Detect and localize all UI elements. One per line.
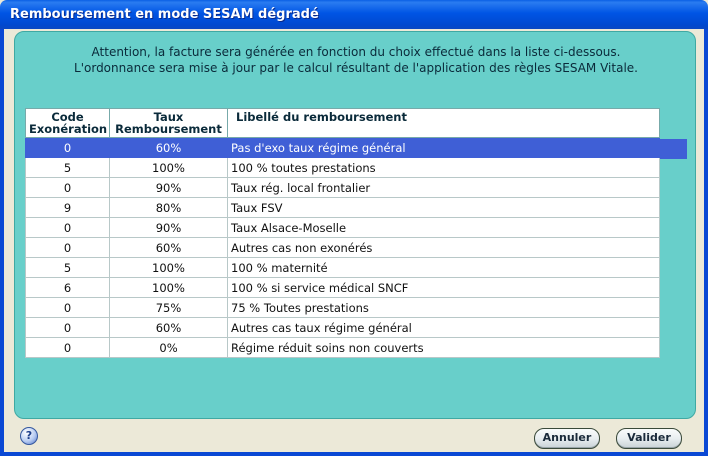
column-header-code[interactable]: [26, 109, 110, 138]
cell-code: 5: [26, 158, 110, 178]
cell-taux: 100%: [110, 158, 228, 178]
table-row[interactable]: [26, 298, 660, 318]
window-frame-bottom: [0, 452, 708, 456]
table-row[interactable]: [26, 218, 660, 238]
header-line: Remboursement: [115, 122, 222, 136]
table-row[interactable]: [26, 338, 660, 358]
column-header-libelle[interactable]: Libellé du remboursement: [228, 109, 660, 138]
window-title: Remboursement en mode SESAM dégradé: [10, 7, 319, 22]
cell-libelle: Autres cas non exonérés: [228, 238, 660, 258]
cell-taux: 90%: [110, 178, 228, 198]
cell-libelle: Taux FSV: [228, 198, 660, 218]
cell-libelle: Taux rég. local frontalier: [228, 178, 660, 198]
cell-libelle: 100 % si service médical SNCF: [228, 278, 660, 298]
title-bar[interactable]: [0, 0, 708, 29]
table-header-row: [26, 109, 660, 138]
cell-taux: 80%: [110, 198, 228, 218]
selected-row-highlight: [659, 139, 687, 159]
cell-taux: 100%: [110, 258, 228, 278]
cell-libelle: Pas d'exo taux régime général: [228, 138, 660, 158]
intro-text: [31, 44, 681, 76]
cell-code: 0: [26, 318, 110, 338]
table-row[interactable]: [26, 138, 660, 158]
cell-code: 0: [26, 298, 110, 318]
table-row[interactable]: [26, 158, 660, 178]
cell-taux: 75%: [110, 298, 228, 318]
content-panel: [14, 31, 696, 419]
cancel-button[interactable]: Annuler: [534, 428, 600, 449]
ok-button[interactable]: Valider: [616, 428, 682, 449]
cell-libelle: 100 % toutes prestations: [228, 158, 660, 178]
column-header-taux[interactable]: [110, 109, 228, 138]
cell-taux: 60%: [110, 238, 228, 258]
cell-libelle: Taux Alsace-Moselle: [228, 218, 660, 238]
cell-libelle: 75 % Toutes prestations: [228, 298, 660, 318]
table-row[interactable]: [26, 178, 660, 198]
cell-code: 0: [26, 338, 110, 358]
cell-code: 0: [26, 238, 110, 258]
table-row[interactable]: [26, 258, 660, 278]
window-frame-right: [704, 29, 708, 456]
intro-line: L'ordonnance sera mise à jour par le calcul résultant de l'application des règles SESAM Vitale.: [74, 61, 638, 75]
table-row[interactable]: [26, 198, 660, 218]
header-line: Exonération: [29, 122, 108, 136]
cell-libelle: Autres cas taux régime général: [228, 318, 660, 338]
cell-taux: 90%: [110, 218, 228, 238]
header-line: Taux: [153, 110, 184, 124]
cell-taux: 60%: [110, 318, 228, 338]
cell-taux: 0%: [110, 338, 228, 358]
dialog-body: [4, 29, 704, 452]
cell-taux: 60%: [110, 138, 228, 158]
header-line: Code: [51, 110, 84, 124]
cell-libelle: Régime réduit soins non couverts: [228, 338, 660, 358]
cell-code: 9: [26, 198, 110, 218]
cell-code: 0: [26, 178, 110, 198]
help-icon[interactable]: ?: [20, 427, 38, 445]
reimbursement-table: [25, 108, 660, 358]
table-row[interactable]: [26, 318, 660, 338]
cell-code: 0: [26, 138, 110, 158]
cell-code: 0: [26, 218, 110, 238]
cell-libelle: 100 % maternité: [228, 258, 660, 278]
cell-taux: 100%: [110, 278, 228, 298]
intro-line: Attention, la facture sera générée en fonction du choix effectué dans la liste ci-dessous.: [91, 45, 621, 59]
table-row[interactable]: [26, 238, 660, 258]
cell-code: 5: [26, 258, 110, 278]
table-row[interactable]: [26, 278, 660, 298]
cell-code: 6: [26, 278, 110, 298]
